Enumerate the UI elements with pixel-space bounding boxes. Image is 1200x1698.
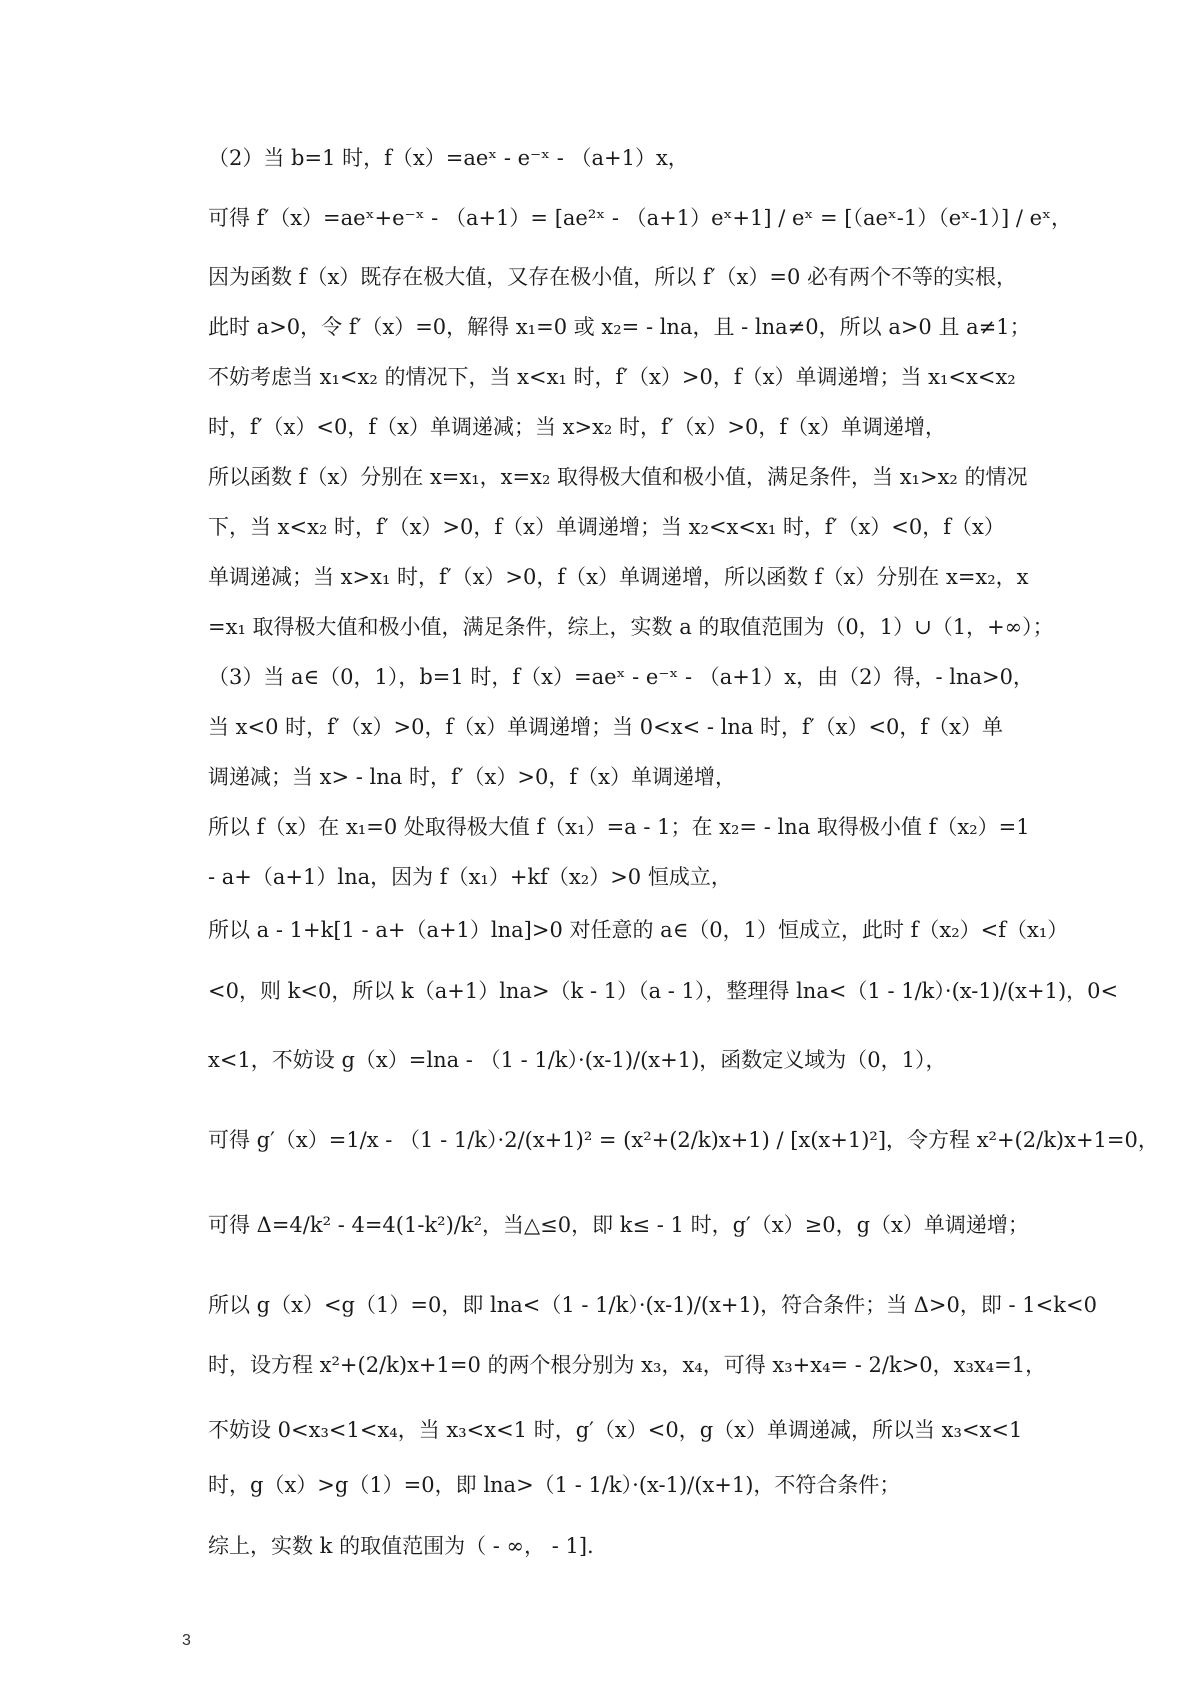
text-line: （3）当 a∈（0，1），b=1 时，f（x）=aeˣ - e⁻ˣ - （a+1）x，由（2）得，- lna>0， [208, 665, 1034, 689]
text-line: 调递减；当 x> - lna 时，f′（x）>0，f（x）单调递增， [208, 765, 736, 789]
text-line: x<1，不妨设 g（x）=lna - （1 - 1/k）·(x-1)/(x+1)，函数定义域为（0，1）， [208, 1048, 947, 1072]
text-line: 不妨考虑当 x₁<x₂ 的情况下，当 x<x₁ 时，f′（x）>0，f（x）单调递增；当 x₁<x<x₂ [208, 365, 1016, 389]
text-line: 不妨设 0<x₃<1<x₄，当 x₃<x<1 时，g′（x）<0，g（x）单调递减，所以当 x₃<x<1 [208, 1418, 1023, 1442]
text-line: 所以 a - 1+k[1 - a+（a+1）lna]>0 对任意的 a∈（0，1）恒成立，此时 f（x₂）<f（x₁） [208, 918, 1069, 942]
text-line: 综上，实数 k 的取值范围为（ - ∞， - 1]. [208, 1534, 594, 1558]
page-number: 3 [182, 1632, 191, 1649]
text-line: 时，设方程 x²+(2/k)x+1=0 的两个根分别为 x₃，x₄，可得 x₃+x₄= - 2/k>0，x₃x₄=1， [208, 1353, 1047, 1377]
text-line: - a+（a+1）lna，因为 f（x₁）+kf（x₂）>0 恒成立， [208, 865, 732, 889]
text-line: 因为函数 f（x）既存在极大值，又存在极小值，所以 f′（x）=0 必有两个不等的实根， [208, 265, 1017, 289]
text-line: （2）当 b=1 时，f（x）=aeˣ - e⁻ˣ - （a+1）x， [208, 146, 689, 170]
text-line: 所以 f（x）在 x₁=0 处取得极大值 f（x₁）=a - 1；在 x₂= - lna 取得极小值 f（x₂）=1 [208, 815, 1030, 839]
text-line: 下，当 x<x₂ 时，f′（x）>0，f（x）单调递增；当 x₂<x<x₁ 时，f′（x）<0，f（x） [208, 515, 1005, 539]
text-line: 可得 Δ=4/k² - 4=4(1-k²)/k²，当△≤0，即 k≤ - 1 时，g′（x）≥0，g（x）单调递增； [208, 1213, 1029, 1237]
text-line: 此时 a>0，令 f′（x）=0，解得 x₁=0 或 x₂= - lna，且 - lna≠0，所以 a>0 且 a≠1； [208, 315, 1031, 339]
text-line: <0，则 k<0，所以 k（a+1）lna>（k - 1）（a - 1），整理得 lna<（1 - 1/k）·(x-1)/(x+1)，0< [208, 979, 1119, 1003]
text-line: 可得 g′（x）=1/x - （1 - 1/k）·2/(x+1)² = (x²+(2/k)x+1) / [x(x+1)²]，令方程 x²+(2/k)x+1=0， [208, 1128, 1159, 1152]
text-line: 时，g（x）>g（1）=0，即 lna>（1 - 1/k）·(x-1)/(x+1)，不符合条件； [208, 1473, 901, 1497]
text-line: =x₁ 取得极大值和极小值，满足条件，综上，实数 a 的取值范围为（0，1）∪（1，+∞）； [208, 615, 1054, 639]
text-line: 所以函数 f（x）分别在 x=x₁，x=x₂ 取得极大值和极小值，满足条件，当 x₁>x₂ 的情况 [208, 465, 1028, 489]
text-line: 单调递减；当 x>x₁ 时，f′（x）>0，f（x）单调递增，所以函数 f（x）分别在 x=x₂，x [208, 565, 1029, 589]
text-line: 所以 g（x）<g（1）=0，即 lna<（1 - 1/k）·(x-1)/(x+1)，符合条件；当 Δ>0，即 - 1<k<0 [208, 1293, 1097, 1317]
text-line: 可得 f′（x）=aeˣ+e⁻ˣ - （a+1）= [ae²ˣ - （a+1）eˣ+1] / eˣ = [（aeˣ-1）（eˣ-1）] / eˣ， [208, 206, 1072, 230]
text-line: 时，f′（x）<0，f（x）单调递减；当 x>x₂ 时，f′（x）>0，f（x）单调递增， [208, 415, 946, 439]
text-line: 当 x<0 时，f′（x）>0，f（x）单调递增；当 0<x< - lna 时，f′（x）<0，f（x）单 [208, 715, 1004, 739]
